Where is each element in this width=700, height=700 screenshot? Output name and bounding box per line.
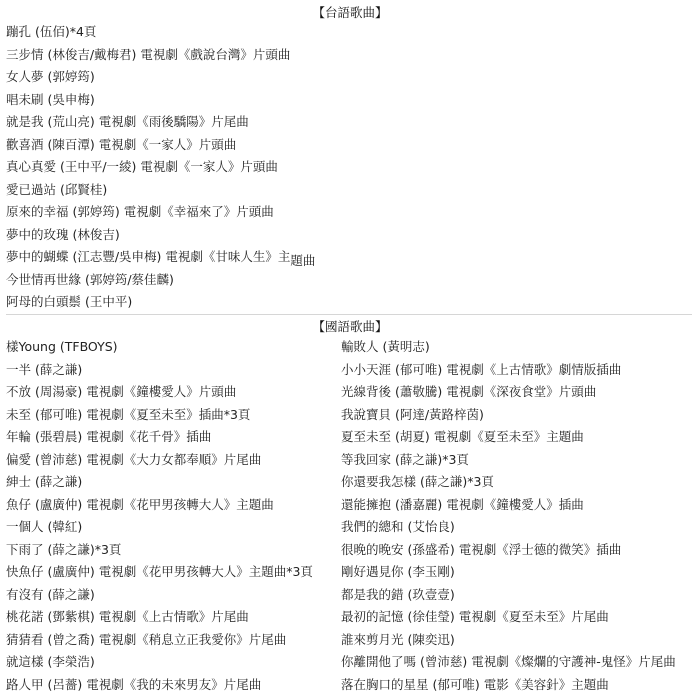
- song-entry: [6, 21, 686, 44]
- song-title: 還能擁抱 (潘嘉麗) 電視劇《鐘樓愛人》插曲: [341, 496, 584, 512]
- song-title: 年輪 (張碧晨) 電視劇《花千骨》插曲: [6, 429, 212, 444]
- song-title: 三步情 (林俊吉/戴梅君) 電視劇《戲說台灣》片頭曲: [6, 46, 291, 62]
- song-entry: [6, 359, 341, 382]
- mandarin-songs-header: 【國語歌曲】: [312, 319, 388, 334]
- song-entry: [6, 674, 341, 697]
- song-title: 下雨了 (薛之謙)*3頁: [6, 541, 122, 557]
- song-title: 剛好遇見你 (李玉剛): [341, 564, 455, 579]
- song-entry: [6, 179, 686, 202]
- song-entry: [341, 584, 700, 607]
- song-entry: [6, 584, 341, 607]
- song-title: 紳士 (薛之謙): [6, 474, 83, 489]
- song-title: 阿母的白頭鬃 (王中平): [6, 294, 133, 309]
- song-entry: [6, 381, 341, 404]
- song-title: 魚仔 (盧廣仲) 電視劇《花甲男孩轉大人》主題曲: [6, 496, 274, 512]
- song-title: 我們的總和 (艾怡良): [341, 519, 455, 534]
- song-entry: [341, 494, 700, 517]
- mandarin-song-list-right: [341, 336, 700, 696]
- song-entry: [6, 291, 686, 314]
- song-entry: [341, 516, 700, 539]
- song-entry: [341, 629, 700, 652]
- song-entry: [341, 449, 700, 472]
- song-entry: [341, 381, 700, 404]
- song-title: 落在胸口的星星 (郁可唯) 電影《美容針》主題曲: [341, 676, 609, 692]
- song-title: 女人夢 (郭婷筠): [6, 69, 95, 84]
- song-title: 我說寶貝 (阿達/黃路梓茵): [341, 406, 484, 422]
- song-title: 唱未刷 (吳申梅): [6, 91, 95, 107]
- song-entry: [6, 404, 341, 427]
- song-entry: [6, 89, 686, 112]
- song-entry: [341, 561, 700, 584]
- song-entry: [6, 426, 341, 449]
- song-title: 一個人 (韓紅): [6, 519, 83, 534]
- song-entry: [341, 471, 700, 494]
- song-entry: [6, 246, 686, 269]
- song-title: 樣Young (TFBOYS): [6, 339, 118, 354]
- song-entry: [6, 111, 686, 134]
- song-title: 偏愛 (曾沛慈) 電視劇《大力女都奉順》片尾曲: [6, 451, 262, 467]
- song-title: 最初的記憶 (徐佳瑩) 電視劇《夏至未至》片尾曲: [341, 609, 609, 624]
- song-title: 真心真愛 (王中平/一綾) 電視劇《一家人》片頭曲: [6, 159, 278, 174]
- song-title: 快魚仔 (盧廣仲) 電視劇《花甲男孩轉大人》主題曲*3頁: [6, 564, 313, 579]
- song-entry: [341, 404, 700, 427]
- song-entry: [341, 426, 700, 449]
- song-title: 光線背後 (蕭敬騰) 電視劇《深夜食堂》片頭曲: [341, 384, 597, 399]
- taiwanese-song-list: [6, 21, 686, 314]
- song-title: 愛已過站 (邱賢桂): [6, 181, 108, 197]
- song-title: 路人甲 (呂薔) 電視劇《我的未來男友》片尾曲: [6, 676, 262, 692]
- song-entry: [341, 539, 700, 562]
- song-title: 夢中的玫瑰 (林俊吉): [6, 226, 120, 242]
- song-title: 今世情再世緣 (郭婷筠/蔡佳麟): [6, 271, 174, 287]
- song-entry: [6, 561, 341, 584]
- song-title: 桃花諾 (鄧紫棋) 電視劇《上古情歌》片尾曲: [6, 609, 249, 624]
- song-entry: [341, 359, 700, 382]
- song-entry: [6, 156, 686, 179]
- song-title: 小小天涯 (郁可唯) 電視劇《上古情歌》劇情版插曲: [341, 361, 622, 377]
- song-entry: [6, 134, 686, 157]
- song-entry: [6, 651, 341, 674]
- song-entry: [6, 629, 341, 652]
- song-title: 就這樣 (李榮浩): [6, 654, 95, 669]
- song-entry: [6, 66, 686, 89]
- song-entry: [6, 494, 341, 517]
- song-entry: [341, 674, 700, 697]
- song-title: 夏至未至 (胡夏) 電視劇《夏至未至》主題曲: [341, 429, 584, 444]
- song-title: 輸敗人 (黃明志): [341, 339, 430, 354]
- song-title: 都是我的錯 (玖壹壹): [341, 586, 455, 602]
- song-entry: [6, 539, 341, 562]
- song-title: 歡喜酒 (陳百潭) 電視劇《一家人》片頭曲: [6, 136, 237, 152]
- song-title: 未至 (郁可唯) 電視劇《夏至未至》插曲*3頁: [6, 406, 251, 422]
- song-title: 很晚的晚安 (孫盛希) 電視劇《浮士德的微笑》插曲: [341, 541, 622, 557]
- song-title: 你離開他了嗎 (曾沛慈) 電視劇《燦爛的守護神-鬼怪》片尾曲: [341, 654, 676, 669]
- song-title: 有沒有 (薛之謙): [6, 586, 95, 602]
- song-entry: [341, 336, 700, 359]
- mandarin-song-list-left: [6, 336, 341, 696]
- song-entry: [341, 606, 700, 629]
- song-entry: [6, 44, 686, 67]
- song-entry: [6, 516, 341, 539]
- song-title-wrap: 題曲: [290, 253, 316, 268]
- song-title: 等我回家 (薛之謙)*3頁: [341, 451, 469, 467]
- song-title: 就是我 (荒山亮) 電視劇《雨後驕陽》片尾曲: [6, 114, 249, 129]
- taiwanese-songs-header: 【台語歌曲】: [312, 5, 388, 20]
- song-entry: [6, 471, 341, 494]
- song-title: 你還要我怎樣 (薛之謙)*3頁: [341, 474, 494, 489]
- song-entry: [6, 449, 341, 472]
- song-title: 夢中的蝴蝶 (江志豐/吳申梅) 電視劇《甘味人生》主: [6, 249, 291, 264]
- song-title: 一半 (薛之謙): [6, 361, 83, 377]
- song-entry: [6, 201, 686, 224]
- song-entry: [6, 336, 341, 359]
- section-divider: [6, 314, 692, 315]
- song-title: 猜猜看 (曾之喬) 電視劇《稍息立正我愛你》片尾曲: [6, 631, 287, 647]
- song-title: 蹦孔 (伍佰)*4頁: [6, 24, 97, 39]
- song-entry: [6, 269, 686, 292]
- song-title: 不放 (周湯豪) 電視劇《鐘樓愛人》片頭曲: [6, 384, 237, 399]
- song-entry: [6, 606, 341, 629]
- song-entry: [341, 651, 700, 674]
- song-title: 原來的幸福 (郭婷筠) 電視劇《幸福來了》片頭曲: [6, 204, 274, 219]
- song-title: 誰來剪月光 (陳奕迅): [341, 631, 455, 647]
- song-entry: [6, 224, 686, 247]
